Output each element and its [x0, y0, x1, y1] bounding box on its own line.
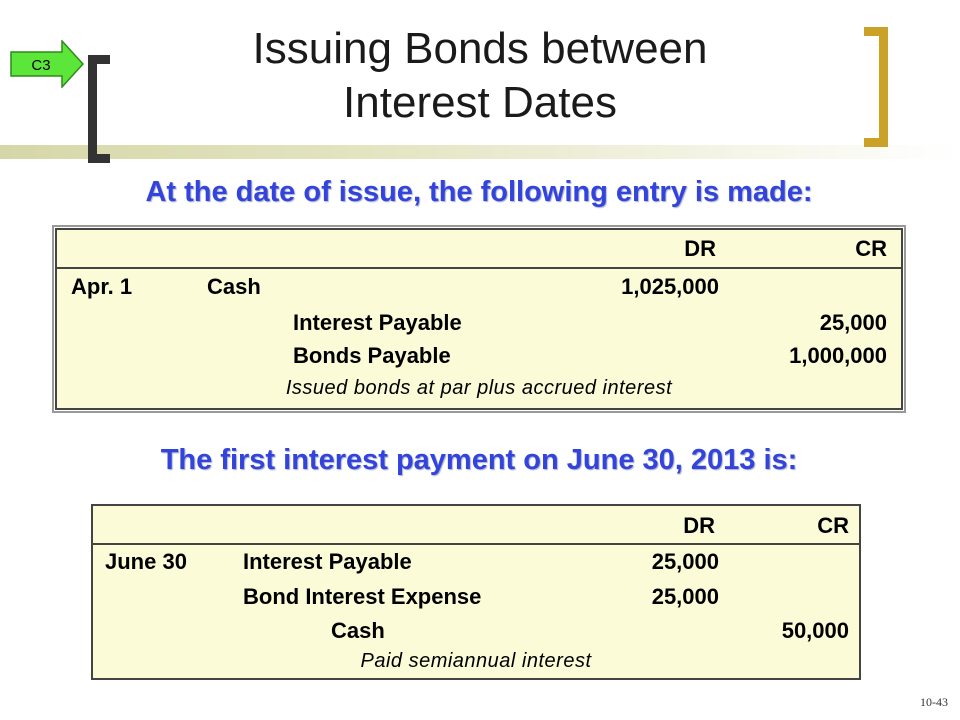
debit-amount: 1,025,000	[621, 274, 719, 299]
account-name: Cash	[331, 618, 385, 643]
account-name: Bond Interest Expense	[243, 584, 482, 609]
journal-entry-payment	[91, 504, 861, 680]
dr-header: DR	[684, 236, 716, 261]
account-name: Bonds Payable	[293, 343, 451, 368]
subtitle-first-payment: The first interest payment on June 30, 2013 is:	[160, 444, 798, 476]
dr-header: DR	[683, 513, 715, 538]
title-line-1: Issuing Bonds between	[252, 24, 708, 73]
credit-amount: 1,000,000	[789, 343, 887, 368]
page-number: 10-43	[920, 695, 948, 709]
account-name: Interest Payable	[243, 549, 412, 574]
subtitle-issue-date: At the date of issue, the following entry is made:	[145, 176, 813, 208]
credit-amount: 25,000	[819, 310, 887, 335]
entry-memo: Issued bonds at par plus accrued interest	[285, 377, 673, 399]
page-title	[140, 22, 820, 130]
entry-date: June 30	[105, 549, 187, 574]
entry-date: Apr. 1	[71, 274, 133, 299]
entry-memo: Paid semiannual interest	[360, 650, 592, 672]
debit-amount: 25,000	[651, 549, 719, 574]
header-divider	[93, 543, 859, 545]
account-name: Interest Payable	[293, 310, 462, 335]
cr-header: CR	[855, 236, 887, 261]
credit-amount: 50,000	[781, 618, 849, 643]
account-name: Cash	[207, 274, 261, 299]
left-bracket-decoration	[88, 55, 110, 163]
right-bracket-decoration	[864, 27, 888, 147]
title-line-2: Interest Dates	[343, 78, 617, 127]
header-divider	[57, 267, 901, 269]
journal-entry-issue	[55, 228, 903, 410]
badge-label: C3	[31, 57, 51, 74]
title-gradient-bar	[0, 145, 960, 159]
debit-amount: 25,000	[651, 584, 719, 609]
cr-header: CR	[817, 513, 849, 538]
